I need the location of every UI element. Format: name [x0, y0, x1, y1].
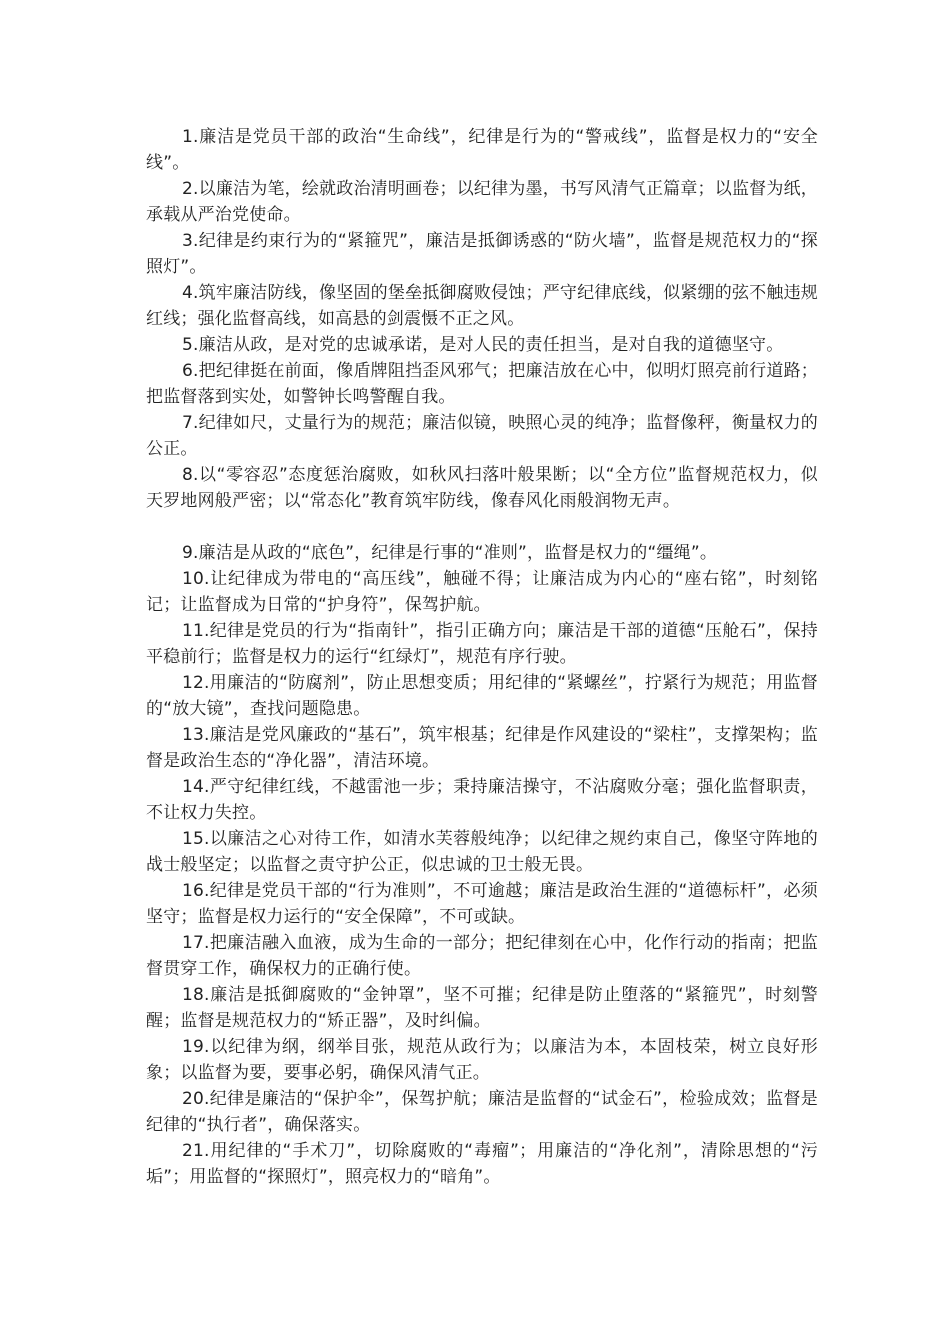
document-body	[146, 124, 818, 1190]
paragraph-3: 3.纪律是约束行为的“紧箍咒”，廉洁是抵御诱惑的“防火墙”，监督是规范权力的“探照灯”。	[146, 231, 818, 277]
paragraph-20: 20.纪律是廉洁的“保护伞”，保驾护航；廉洁是监督的“试金石”，检验成效；监督是纪律的“执行者”，确保落实。	[146, 1089, 818, 1135]
paragraph-7: 7.纪律如尺，丈量行为的规范；廉洁似镜，映照心灵的纯净；监督像秤，衡量权力的公正。	[146, 413, 818, 459]
paragraph-14: 14.严守纪律红线，不越雷池一步；秉持廉洁操守，不沾腐败分毫；强化监督职责，不让权力失控。	[146, 777, 818, 823]
paragraph-8: 8.以“零容忍”态度惩治腐败，如秋风扫落叶般果断；以“全方位”监督规范权力，似天罗地网般严密；以“常态化”教育筑牢防线，像春风化雨般润物无声。	[146, 465, 818, 511]
paragraph-6: 6.把纪律挺在前面，像盾牌阻挡歪风邪气；把廉洁放在心中，似明灯照亮前行道路；把监督落到实处，如警钟长鸣警醒自我。	[146, 361, 818, 407]
paragraph-16: 16.纪律是党员干部的“行为准则”，不可逾越；廉洁是政治生涯的“道德标杆”，必须坚守；监督是权力运行的“安全保障”，不可或缺。	[146, 881, 818, 927]
paragraph-9: 9.廉洁是从政的“底色”，纪律是行事的“准则”，监督是权力的“缰绳”。	[182, 543, 718, 563]
paragraph-5: 5.廉洁从政，是对党的忠诚承诺，是对人民的责任担当，是对自我的道德坚守。	[182, 335, 784, 355]
paragraph-21: 21.用纪律的“手术刀”，切除腐败的“毒瘤”；用廉洁的“净化剂”，清除思想的“污垢”；用监督的“探照灯”，照亮权力的“暗角”。	[146, 1141, 818, 1187]
paragraph-18: 18.廉洁是抵御腐败的“金钟罩”，坚不可摧；纪律是防止堕落的“紧箍咒”，时刻警醒；监督是规范权力的“矫正器”，及时纠偏。	[146, 985, 818, 1031]
paragraph-2: 2.以廉洁为笔，绘就政治清明画卷；以纪律为墨，书写风清气正篇章；以监督为纸，承载从严治党使命。	[146, 179, 818, 225]
paragraph-1: 1.廉洁是党员干部的政治“生命线”，纪律是行为的“警戒线”，监督是权力的“安全线”。	[146, 127, 818, 173]
paragraph-11: 11.纪律是党员的行为“指南针”，指引正确方向；廉洁是干部的道德“压舱石”，保持平稳前行；监督是权力的运行“红绿灯”，规范有序行驶。	[146, 621, 818, 667]
paragraph-17: 17.把廉洁融入血液，成为生命的一部分；把纪律刻在心中，化作行动的指南；把监督贯穿工作，确保权力的正确行使。	[146, 933, 818, 979]
paragraph-15: 15.以廉洁之心对待工作，如清水芙蓉般纯净；以纪律之规约束自己，像坚守阵地的战士般坚定；以监督之责守护公正，似忠诚的卫士般无畏。	[146, 829, 818, 875]
paragraph-12: 12.用廉洁的“防腐剂”，防止思想变质；用纪律的“紧螺丝”，拧紧行为规范；用监督的“放大镜”，查找问题隐患。	[146, 673, 818, 719]
paragraph-4: 4.筑牢廉洁防线，像坚固的堡垒抵御腐败侵蚀；严守纪律底线，似紧绷的弦不触违规红线；强化监督高线，如高悬的剑震慑不正之风。	[146, 283, 818, 329]
paragraph-13: 13.廉洁是党风廉政的“基石”，筑牢根基；纪律是作风建设的“梁柱”，支撑架构；监督是政治生态的“净化器”，清洁环境。	[146, 725, 818, 771]
paragraph-19: 19.以纪律为纲，纲举目张，规范从政行为；以廉洁为本，本固枝荣，树立良好形象；以监督为要，要事必躬，确保风清气正。	[146, 1037, 818, 1083]
paragraph-10: 10.让纪律成为带电的“高压线”，触碰不得；让廉洁成为内心的“座右铭”，时刻铭记；让监督成为日常的“护身符”，保驾护航。	[146, 569, 818, 615]
